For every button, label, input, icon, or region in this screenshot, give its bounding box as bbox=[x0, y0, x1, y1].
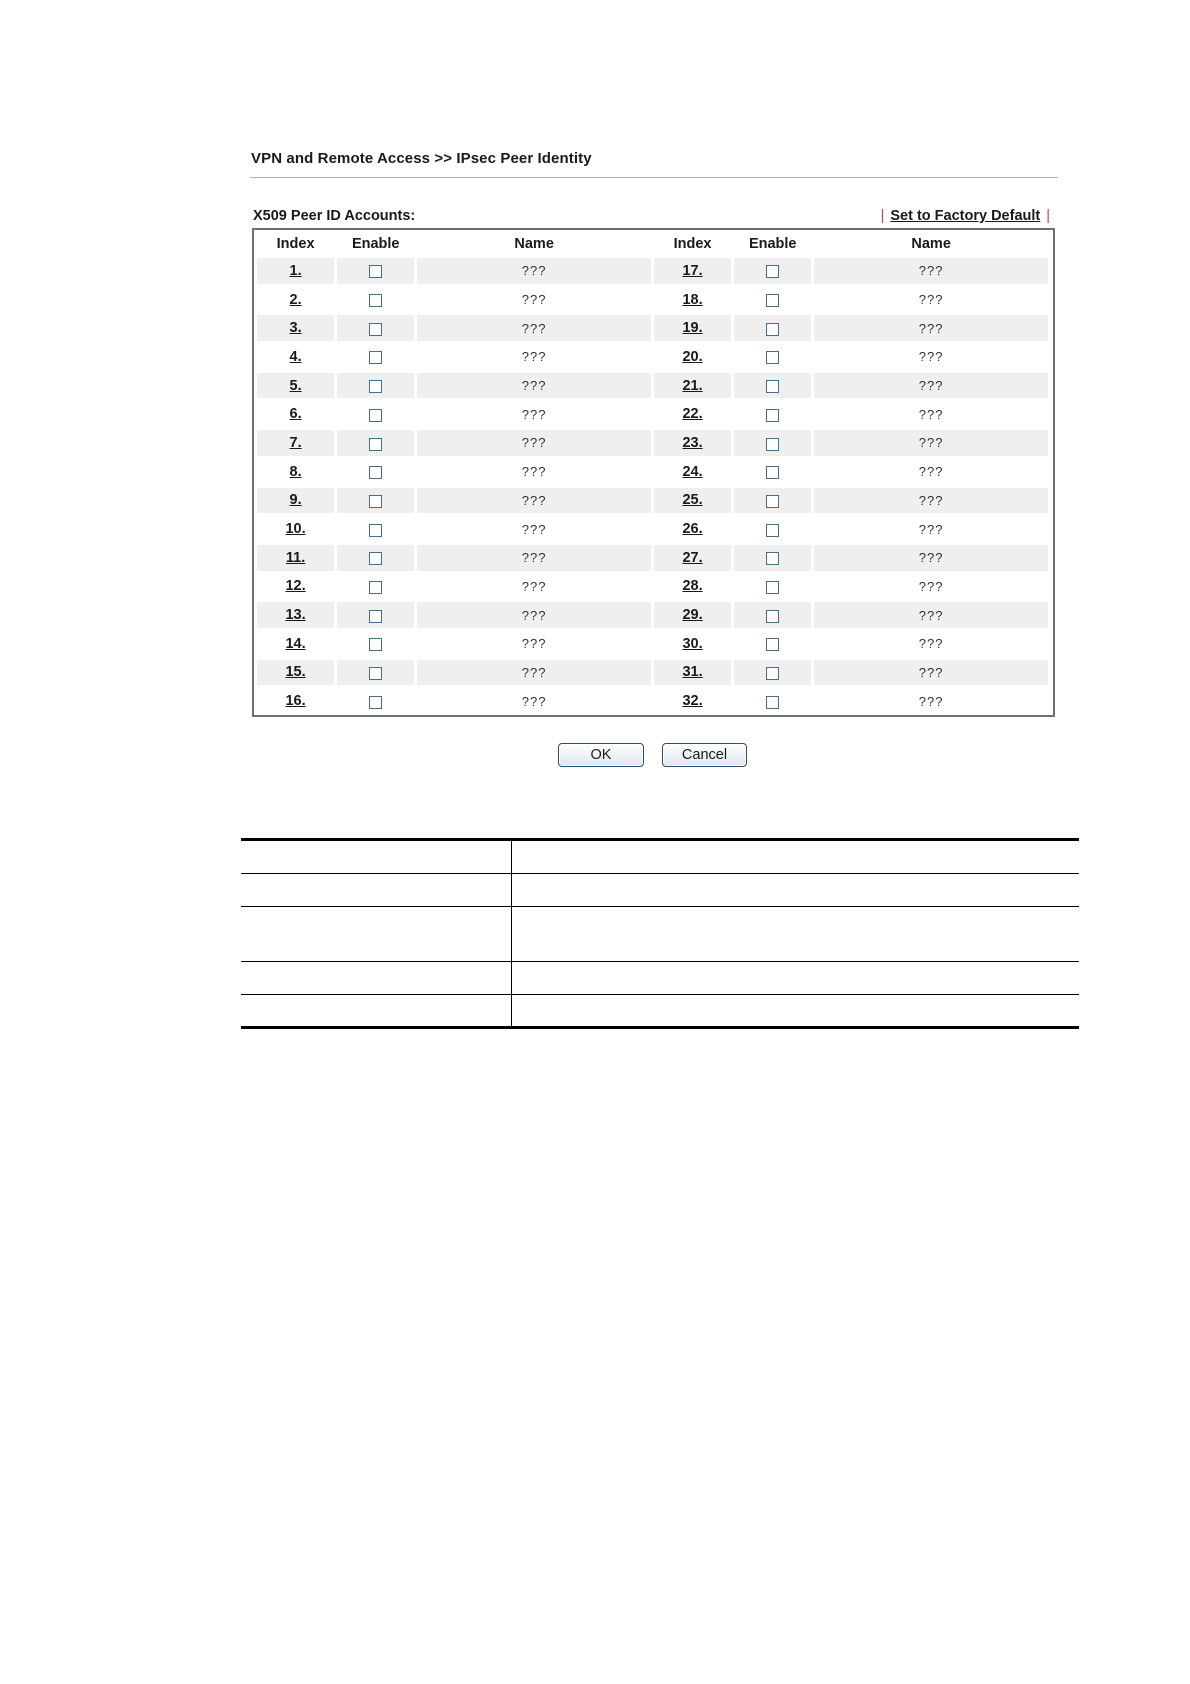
index-cell bbox=[257, 488, 334, 514]
peer-id-accounts-table bbox=[254, 230, 1051, 717]
enable-checkbox[interactable] bbox=[766, 696, 779, 709]
table-row bbox=[257, 401, 1048, 427]
account-index-link[interactable]: 27. bbox=[682, 549, 703, 566]
index-cell bbox=[257, 287, 334, 313]
enable-cell bbox=[734, 660, 811, 686]
name-cell bbox=[814, 602, 1048, 628]
account-index-link[interactable]: 25. bbox=[682, 492, 703, 509]
enable-checkbox[interactable] bbox=[766, 294, 779, 307]
enable-checkbox[interactable] bbox=[766, 524, 779, 537]
index-cell bbox=[257, 516, 334, 542]
column-header-enable: Enable bbox=[351, 236, 400, 252]
account-name: ??? bbox=[521, 406, 547, 422]
account-name: ??? bbox=[918, 578, 944, 594]
account-index-link[interactable]: 19. bbox=[682, 320, 703, 337]
name-cell bbox=[417, 602, 651, 628]
account-name: ??? bbox=[918, 292, 944, 308]
account-name: ??? bbox=[918, 263, 944, 279]
account-name: ??? bbox=[918, 378, 944, 394]
enable-cell bbox=[734, 401, 811, 427]
description-row bbox=[241, 840, 1079, 874]
page-title: VPN and Remote Access >> IPsec Peer Identity bbox=[251, 150, 592, 167]
enable-cell bbox=[734, 258, 811, 284]
account-name: ??? bbox=[521, 550, 547, 566]
table-row bbox=[257, 258, 1048, 284]
name-cell bbox=[814, 631, 1048, 657]
enable-checkbox[interactable] bbox=[766, 552, 779, 565]
table-body bbox=[257, 258, 1048, 714]
enable-checkbox[interactable] bbox=[369, 495, 382, 508]
name-cell bbox=[814, 344, 1048, 370]
account-name: ??? bbox=[521, 578, 547, 594]
enable-cell bbox=[734, 430, 811, 456]
index-cell bbox=[654, 602, 731, 628]
table-row bbox=[257, 430, 1048, 456]
column-header-name: Name bbox=[911, 236, 951, 252]
account-index-link[interactable]: 9. bbox=[289, 492, 302, 509]
index-cell bbox=[257, 602, 334, 628]
index-cell bbox=[257, 688, 334, 714]
account-index-link[interactable]: 10. bbox=[285, 521, 306, 538]
account-name: ??? bbox=[521, 492, 547, 508]
table-row bbox=[257, 459, 1048, 485]
account-index-link[interactable]: 7. bbox=[289, 434, 302, 451]
enable-checkbox[interactable] bbox=[766, 581, 779, 594]
name-cell bbox=[417, 258, 651, 284]
table-row bbox=[257, 602, 1048, 628]
name-cell bbox=[417, 344, 651, 370]
account-name: ??? bbox=[521, 435, 547, 451]
index-cell bbox=[257, 545, 334, 571]
account-index-link[interactable]: 22. bbox=[682, 406, 703, 423]
name-cell bbox=[417, 660, 651, 686]
enable-cell bbox=[337, 574, 414, 600]
account-name: ??? bbox=[918, 320, 944, 336]
index-cell bbox=[654, 574, 731, 600]
enable-checkbox[interactable] bbox=[369, 696, 382, 709]
description-item-cell bbox=[241, 907, 512, 962]
account-name: ??? bbox=[521, 292, 547, 308]
index-cell bbox=[257, 258, 334, 284]
enable-checkbox[interactable] bbox=[369, 667, 382, 680]
account-name: ??? bbox=[521, 664, 547, 680]
table-row bbox=[257, 631, 1048, 657]
description-row bbox=[241, 907, 1079, 962]
index-cell bbox=[257, 315, 334, 341]
column-header-enable: Enable bbox=[748, 236, 797, 252]
link-separator: | bbox=[880, 208, 885, 224]
account-index-link[interactable]: 18. bbox=[682, 291, 703, 308]
button-bar bbox=[0, 743, 1190, 769]
enable-checkbox[interactable] bbox=[766, 265, 779, 278]
enable-checkbox[interactable] bbox=[369, 294, 382, 307]
table-row bbox=[257, 315, 1048, 341]
enable-cell bbox=[337, 516, 414, 542]
account-index-link[interactable]: 14. bbox=[285, 635, 306, 652]
enable-cell bbox=[337, 545, 414, 571]
enable-cell bbox=[734, 459, 811, 485]
account-index-link[interactable]: 2. bbox=[289, 291, 302, 308]
enable-checkbox[interactable] bbox=[766, 466, 779, 479]
name-cell bbox=[814, 488, 1048, 514]
enable-checkbox[interactable] bbox=[369, 438, 382, 451]
name-cell bbox=[417, 401, 651, 427]
enable-checkbox[interactable] bbox=[766, 380, 779, 393]
account-index-link[interactable]: 13. bbox=[285, 607, 306, 624]
name-cell bbox=[814, 315, 1048, 341]
description-row bbox=[241, 874, 1079, 907]
enable-cell bbox=[734, 344, 811, 370]
index-cell bbox=[654, 373, 731, 399]
enable-checkbox[interactable] bbox=[369, 265, 382, 278]
description-text-cell bbox=[512, 962, 1080, 995]
description-text-cell bbox=[512, 995, 1080, 1028]
enable-checkbox[interactable] bbox=[369, 638, 382, 651]
column-header-index: Index bbox=[673, 236, 712, 252]
index-cell bbox=[257, 459, 334, 485]
account-index-link[interactable]: 21. bbox=[682, 377, 703, 394]
name-cell bbox=[417, 516, 651, 542]
name-cell bbox=[814, 545, 1048, 571]
enable-cell bbox=[337, 488, 414, 514]
account-index-link[interactable]: 16. bbox=[285, 693, 306, 710]
enable-checkbox[interactable] bbox=[369, 524, 382, 537]
account-name: ??? bbox=[521, 693, 547, 709]
account-name: ??? bbox=[521, 636, 547, 652]
name-cell bbox=[814, 516, 1048, 542]
index-cell bbox=[257, 344, 334, 370]
name-cell bbox=[814, 258, 1048, 284]
name-cell bbox=[814, 430, 1048, 456]
enable-cell bbox=[734, 287, 811, 313]
column-header-name: Name bbox=[514, 236, 554, 252]
description-text-cell bbox=[512, 840, 1080, 874]
name-cell bbox=[814, 401, 1048, 427]
ok-button[interactable]: OK bbox=[558, 743, 644, 767]
enable-cell bbox=[734, 516, 811, 542]
table-row bbox=[257, 287, 1048, 313]
name-cell bbox=[814, 574, 1048, 600]
table-row bbox=[257, 344, 1048, 370]
account-name: ??? bbox=[521, 378, 547, 394]
enable-checkbox[interactable] bbox=[369, 409, 382, 422]
account-index-link[interactable]: 12. bbox=[285, 578, 306, 595]
name-cell bbox=[417, 488, 651, 514]
account-name: ??? bbox=[918, 349, 944, 365]
account-name: ??? bbox=[918, 636, 944, 652]
table-row bbox=[257, 516, 1048, 542]
enable-cell bbox=[734, 373, 811, 399]
account-index-link[interactable]: 26. bbox=[682, 521, 703, 538]
enable-cell bbox=[337, 688, 414, 714]
enable-checkbox[interactable] bbox=[766, 351, 779, 364]
enable-checkbox[interactable] bbox=[766, 438, 779, 451]
enable-cell bbox=[337, 631, 414, 657]
enable-checkbox[interactable] bbox=[369, 552, 382, 565]
set-to-factory-default-link[interactable]: Set to Factory Default bbox=[890, 208, 1041, 224]
index-cell bbox=[654, 430, 731, 456]
name-cell bbox=[417, 430, 651, 456]
section-title: X509 Peer ID Accounts: bbox=[253, 208, 416, 224]
index-cell bbox=[654, 258, 731, 284]
enable-cell bbox=[337, 401, 414, 427]
enable-cell bbox=[337, 315, 414, 341]
description-table bbox=[241, 838, 1079, 1029]
name-cell bbox=[417, 631, 651, 657]
enable-checkbox[interactable] bbox=[766, 495, 779, 508]
account-index-link[interactable]: 3. bbox=[289, 320, 302, 337]
index-cell bbox=[654, 401, 731, 427]
enable-cell bbox=[734, 688, 811, 714]
enable-checkbox[interactable] bbox=[369, 610, 382, 623]
enable-cell bbox=[337, 602, 414, 628]
description-row bbox=[241, 962, 1079, 995]
enable-checkbox[interactable] bbox=[369, 581, 382, 594]
enable-cell bbox=[337, 373, 414, 399]
enable-checkbox[interactable] bbox=[766, 409, 779, 422]
account-name: ??? bbox=[918, 664, 944, 680]
account-index-link[interactable]: 29. bbox=[682, 607, 703, 624]
enable-cell bbox=[734, 545, 811, 571]
name-cell bbox=[814, 287, 1048, 313]
enable-checkbox[interactable] bbox=[766, 610, 779, 623]
table-row bbox=[257, 488, 1048, 514]
account-name: ??? bbox=[521, 464, 547, 480]
enable-checkbox[interactable] bbox=[369, 323, 382, 336]
account-name: ??? bbox=[521, 320, 547, 336]
enable-cell bbox=[337, 459, 414, 485]
account-index-link[interactable]: 6. bbox=[289, 406, 302, 423]
index-cell bbox=[654, 287, 731, 313]
index-cell bbox=[257, 401, 334, 427]
account-name: ??? bbox=[918, 406, 944, 422]
enable-cell bbox=[337, 287, 414, 313]
description-item-cell bbox=[241, 995, 512, 1028]
account-name: ??? bbox=[521, 263, 547, 279]
description-item-cell bbox=[241, 840, 512, 874]
index-cell bbox=[654, 315, 731, 341]
enable-checkbox[interactable] bbox=[766, 667, 779, 680]
account-name: ??? bbox=[918, 435, 944, 451]
account-index-link[interactable]: 5. bbox=[289, 377, 302, 394]
description-item-cell bbox=[241, 962, 512, 995]
enable-cell bbox=[337, 344, 414, 370]
account-name: ??? bbox=[918, 464, 944, 480]
table-row bbox=[257, 545, 1048, 571]
peer-id-accounts-panel bbox=[252, 228, 1055, 717]
table-row bbox=[257, 688, 1048, 714]
index-cell bbox=[654, 344, 731, 370]
name-cell bbox=[417, 459, 651, 485]
account-index-link[interactable]: 8. bbox=[289, 463, 302, 480]
enable-checkbox[interactable] bbox=[369, 380, 382, 393]
name-cell bbox=[814, 373, 1048, 399]
description-item-cell bbox=[241, 874, 512, 907]
name-cell bbox=[417, 373, 651, 399]
account-index-link[interactable]: 11. bbox=[285, 549, 306, 566]
enable-cell bbox=[337, 258, 414, 284]
header-links bbox=[875, 208, 1056, 224]
account-name: ??? bbox=[918, 607, 944, 623]
index-cell bbox=[654, 488, 731, 514]
name-cell bbox=[417, 545, 651, 571]
description-row bbox=[241, 995, 1079, 1028]
account-index-link[interactable]: 20. bbox=[682, 348, 703, 365]
enable-cell bbox=[734, 488, 811, 514]
index-cell bbox=[654, 516, 731, 542]
account-index-link[interactable]: 24. bbox=[682, 463, 703, 480]
index-cell bbox=[257, 660, 334, 686]
enable-cell bbox=[734, 602, 811, 628]
enable-cell bbox=[734, 631, 811, 657]
account-name: ??? bbox=[918, 521, 944, 537]
description-text-cell bbox=[512, 907, 1080, 962]
name-cell bbox=[814, 660, 1048, 686]
index-cell bbox=[257, 574, 334, 600]
name-cell bbox=[417, 574, 651, 600]
index-cell bbox=[257, 430, 334, 456]
index-cell bbox=[257, 373, 334, 399]
account-index-link[interactable]: 28. bbox=[682, 578, 703, 595]
account-index-link[interactable]: 32. bbox=[682, 693, 703, 710]
table-row bbox=[257, 660, 1048, 686]
index-cell bbox=[654, 545, 731, 571]
account-name: ??? bbox=[521, 521, 547, 537]
account-index-link[interactable]: 1. bbox=[289, 262, 302, 279]
account-name: ??? bbox=[918, 693, 944, 709]
table-row bbox=[257, 373, 1048, 399]
account-index-link[interactable]: 15. bbox=[285, 664, 306, 681]
account-name: ??? bbox=[521, 349, 547, 365]
account-index-link[interactable]: 31. bbox=[682, 664, 703, 681]
index-cell bbox=[654, 631, 731, 657]
enable-checkbox[interactable] bbox=[369, 466, 382, 479]
enable-checkbox[interactable] bbox=[766, 638, 779, 651]
name-cell bbox=[417, 688, 651, 714]
description-table-body bbox=[241, 840, 1079, 1028]
account-index-link[interactable]: 17. bbox=[682, 262, 703, 279]
column-header-index: Index bbox=[276, 236, 315, 252]
name-cell bbox=[814, 688, 1048, 714]
table-header-row bbox=[257, 233, 1048, 255]
section-header bbox=[253, 206, 1056, 226]
index-cell bbox=[257, 631, 334, 657]
link-separator: | bbox=[1046, 208, 1050, 224]
index-cell bbox=[654, 459, 731, 485]
cancel-button[interactable]: Cancel bbox=[662, 743, 747, 767]
name-cell bbox=[814, 459, 1048, 485]
title-divider bbox=[250, 177, 1058, 178]
enable-cell bbox=[337, 660, 414, 686]
account-name: ??? bbox=[918, 550, 944, 566]
account-index-link[interactable]: 30. bbox=[682, 635, 703, 652]
name-cell bbox=[417, 287, 651, 313]
enable-cell bbox=[337, 430, 414, 456]
enable-cell bbox=[734, 574, 811, 600]
table-row bbox=[257, 574, 1048, 600]
name-cell bbox=[417, 315, 651, 341]
account-name: ??? bbox=[918, 492, 944, 508]
enable-cell bbox=[734, 315, 811, 341]
enable-checkbox[interactable] bbox=[369, 351, 382, 364]
index-cell bbox=[654, 660, 731, 686]
description-text-cell bbox=[512, 874, 1080, 907]
account-name: ??? bbox=[521, 607, 547, 623]
index-cell bbox=[654, 688, 731, 714]
enable-checkbox[interactable] bbox=[766, 323, 779, 336]
account-index-link[interactable]: 4. bbox=[289, 348, 302, 365]
account-index-link[interactable]: 23. bbox=[682, 434, 703, 451]
